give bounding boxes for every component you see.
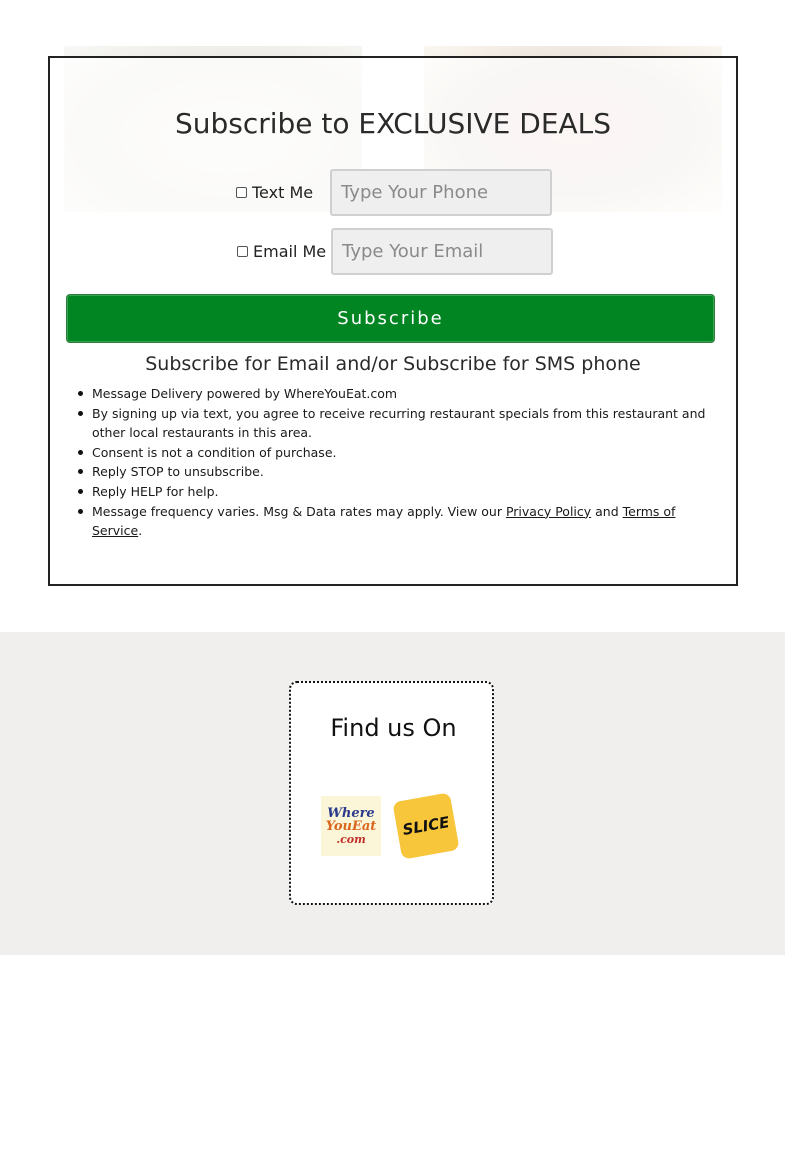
terms-list-item-frequency [92, 502, 714, 541]
terms-list-item: Consent is not a condition of purchase. [92, 443, 714, 463]
terms-list-item: By signing up via text, you agree to receive recurring restaurant specials from this restaurant and other local restaurants in this area. [92, 404, 714, 443]
subscribe-card [48, 56, 738, 586]
terms-list-item: Message Delivery powered by WhereYouEat.com [92, 384, 714, 404]
text-me-row [236, 168, 552, 216]
terms-list [92, 384, 714, 541]
email-placeholder: Type Your Email [342, 240, 484, 262]
and-text: and [591, 503, 623, 519]
slice-logo[interactable]: SLICE [392, 792, 459, 859]
find-us-title: Find us On [330, 714, 457, 742]
frequency-text: Message frequency varies. Msg & Data rates may apply. View our [92, 503, 506, 519]
subscribe-button[interactable]: Subscribe [66, 294, 715, 343]
phone-input[interactable] [330, 169, 552, 216]
footer [0, 632, 785, 955]
terms-list-item: Reply STOP to unsubscribe. [92, 462, 714, 482]
email-me-row [237, 227, 553, 275]
text-me-checkbox[interactable] [236, 187, 247, 198]
phone-placeholder: Type Your Phone [341, 181, 489, 203]
email-me-checkbox[interactable] [237, 246, 248, 257]
whereyoueat-logo[interactable]: Where YouEat .com [321, 796, 381, 856]
subscribe-subheading: Subscribe for Email and/or Subscribe for SMS phone [145, 353, 641, 375]
email-me-label[interactable]: Email Me [253, 241, 327, 261]
subscribe-title: Subscribe to EXCLUSIVE DEALS [174, 107, 612, 140]
email-input[interactable] [331, 228, 553, 275]
find-us-box [289, 681, 494, 905]
terms-of-service-link[interactable]: Terms of Service [92, 503, 676, 539]
privacy-policy-link[interactable]: Privacy Policy [505, 503, 592, 519]
period-text: . [138, 523, 143, 539]
text-me-label[interactable]: Text Me [252, 182, 314, 202]
terms-list-item: Reply HELP for help. [92, 482, 714, 502]
